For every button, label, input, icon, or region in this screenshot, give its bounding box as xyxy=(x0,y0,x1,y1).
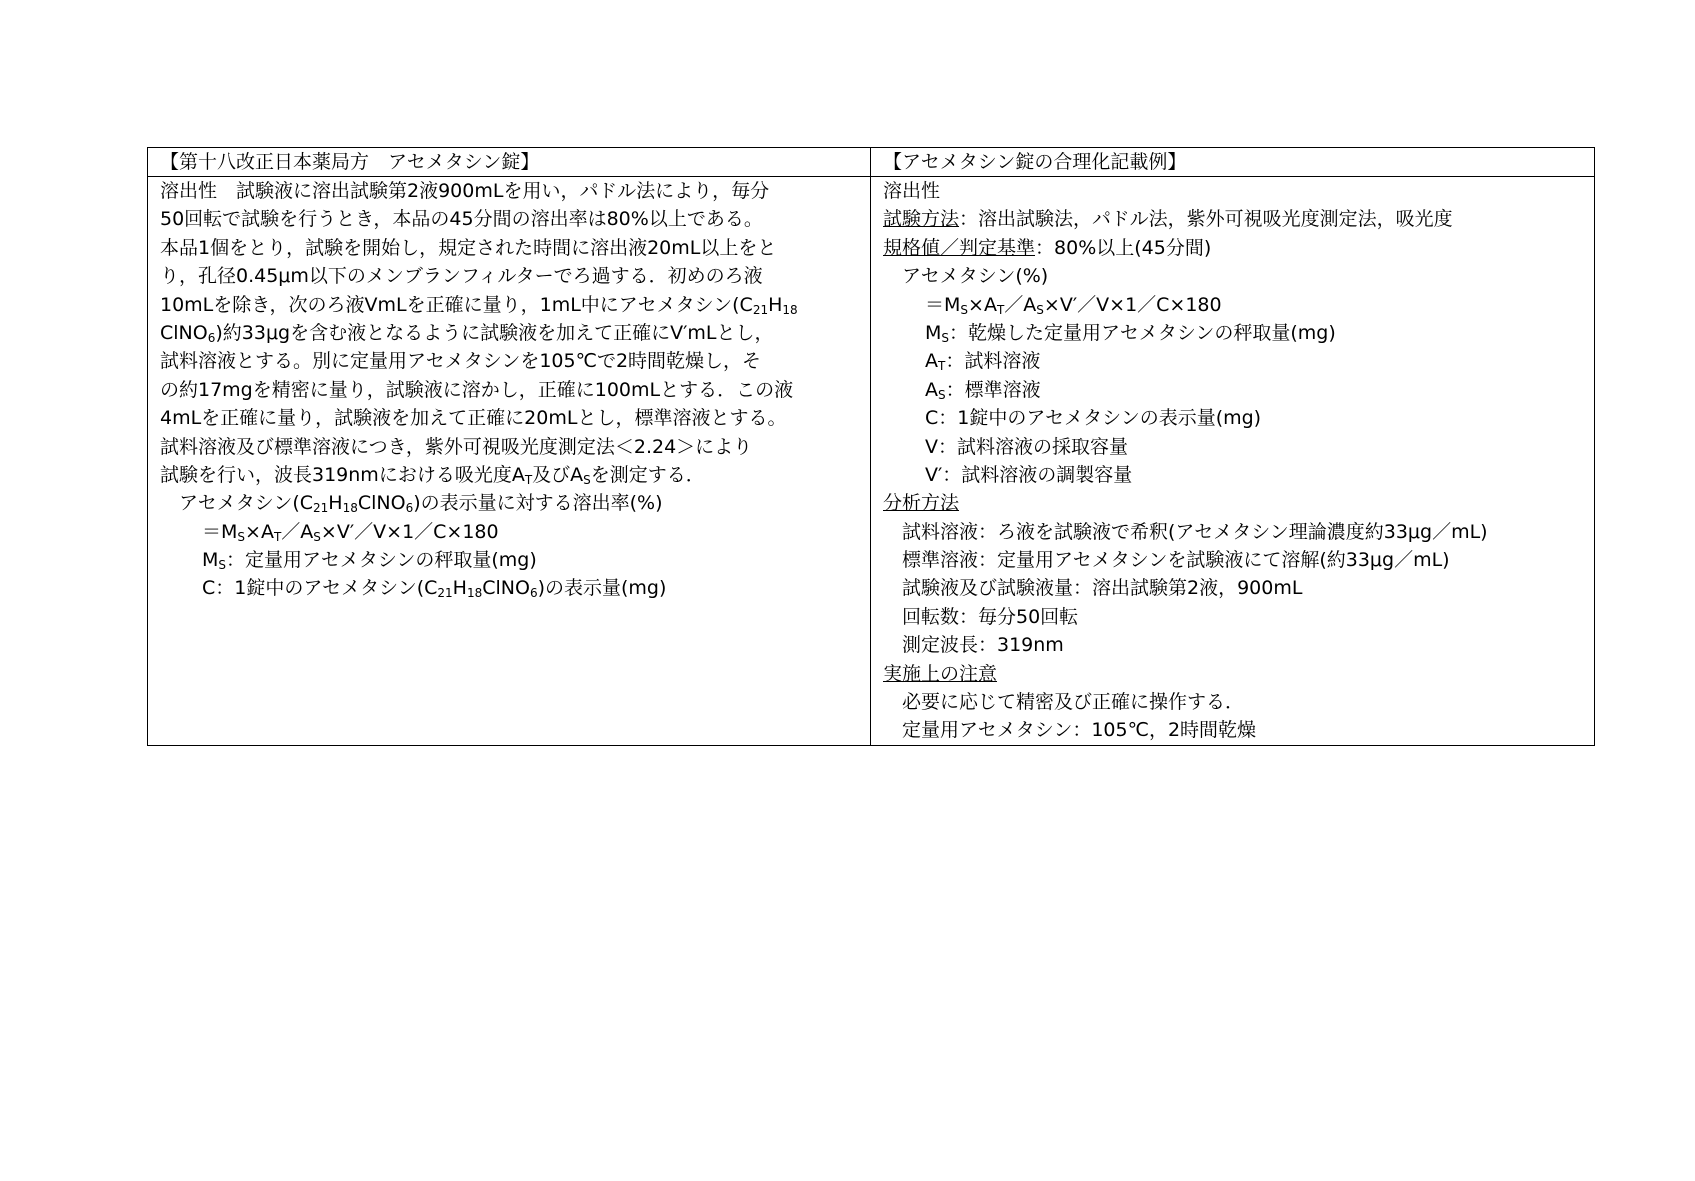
subscript: 21 xyxy=(437,586,453,601)
subscript: 21 xyxy=(752,302,769,317)
formula-term xyxy=(160,546,860,574)
left-line xyxy=(160,461,860,489)
text: H xyxy=(328,492,343,515)
subscript: S xyxy=(313,529,321,544)
text: 及びA xyxy=(532,463,584,486)
left-line: 試料溶液とする。別に定量用アセメタシンを105℃で2時間乾燥し，そ xyxy=(160,350,762,373)
subscript: 6 xyxy=(529,586,538,601)
right-line: 標準溶液：定量用アセメタシンを試験液にて溶解(約33μg／mL) xyxy=(902,549,1450,572)
text: ：乾燥した定量用アセメタシンの秤取量(mg) xyxy=(949,321,1336,344)
content-row xyxy=(148,177,1595,746)
subscript: 18 xyxy=(342,501,358,516)
header-row xyxy=(148,148,1595,177)
subscript: S xyxy=(941,330,950,345)
left-line: 試料溶液及び標準溶液につき，紫外可視吸光度測定法＜2.24＞により xyxy=(160,435,753,458)
left-content-cell xyxy=(148,177,871,746)
subscript: 18 xyxy=(782,302,798,317)
text: を測定する． xyxy=(590,463,705,486)
text: ×V′／V×1／C×180 xyxy=(1043,293,1222,316)
left-line: の約17mgを精密に量り，試験液に溶かし，正確に100mLとする．この液 xyxy=(160,378,794,401)
left-line: 50回転で試験を行うとき，本品の45分間の溶出率は80%以上である。 xyxy=(160,208,763,231)
subscript: S xyxy=(218,558,227,573)
text: A xyxy=(925,350,938,373)
subscript: T xyxy=(273,529,282,544)
text: 10mLを除き，次のろ液VmLを正確に量り，1mL中にアセメタシン(C xyxy=(160,293,753,316)
subscript: S xyxy=(938,387,946,402)
subscript: 6 xyxy=(405,501,414,516)
subscript: 21 xyxy=(313,501,329,516)
formula-term xyxy=(160,574,860,602)
text: M xyxy=(925,321,942,344)
formula xyxy=(160,518,860,546)
text: A xyxy=(925,378,938,401)
right-line: 試験液及び試験液量：溶出試験第2液，900mL xyxy=(902,577,1303,600)
text: ／A xyxy=(281,520,314,543)
right-line xyxy=(883,660,1584,688)
text: M xyxy=(202,549,219,572)
text: ：溶出試験法，パドル法，紫外可視吸光度測定法，吸光度 xyxy=(959,208,1453,231)
subscript: T xyxy=(524,472,533,487)
text: ClNO xyxy=(482,577,530,600)
subscript: 18 xyxy=(466,586,483,601)
text: )の表示量(mg) xyxy=(537,577,667,600)
left-line: 4mLを正確に量り，試験液を加えて正確に20mLとし，標準溶液とする。 xyxy=(160,407,787,430)
left-line: 溶出性 試験液に溶出試験第2液900mLを用い，パドル法により，毎分 xyxy=(160,180,770,202)
right-header-cell: 【アセメタシン錠の合理化記載例】 xyxy=(871,148,1595,177)
subscript: 6 xyxy=(207,330,216,345)
text: )約33μgを含む液となるように試験液を加えて正確にV′mLとし， xyxy=(215,321,774,344)
section-heading: 試験方法 xyxy=(883,208,960,231)
formula-term: V：試料溶液の採取容量 xyxy=(925,435,1128,458)
text: )の表示量に対する溶出率(%) xyxy=(413,492,663,515)
section-heading: 規格値／判定基準 xyxy=(883,236,1036,259)
text: ClNO xyxy=(160,321,208,344)
subscript: S xyxy=(237,529,246,544)
formula-title xyxy=(160,489,860,517)
text: H xyxy=(768,293,783,316)
text: ：定量用アセメタシンの秤取量(mg) xyxy=(226,549,537,572)
right-line: 定量用アセメタシン：105℃，2時間乾燥 xyxy=(902,719,1257,742)
subscript: T xyxy=(938,359,946,374)
right-line: アセメタシン(%) xyxy=(902,265,1049,288)
text: ：80%以上(45分間) xyxy=(1035,236,1212,259)
text: ＝M xyxy=(925,293,961,316)
right-line xyxy=(883,234,1584,262)
text: ：標準溶液 xyxy=(945,378,1041,401)
subscript: S xyxy=(1036,302,1044,317)
right-line: 回転数：毎分50回転 xyxy=(902,605,1079,628)
subscript: T xyxy=(996,302,1005,317)
right-line: 溶出性 xyxy=(883,180,941,202)
text: 試験を行い，波長319nmにおける吸光度A xyxy=(160,463,525,486)
text: ／A xyxy=(1004,293,1037,316)
right-line: 必要に応じて精密及び正確に操作する． xyxy=(902,691,1245,714)
text: C：1錠中のアセメタシン(C xyxy=(202,577,438,600)
formula xyxy=(883,291,1584,319)
formula-term xyxy=(883,376,1584,404)
subscript: S xyxy=(960,302,969,317)
text: ：試料溶液 xyxy=(945,350,1041,373)
text: ×A xyxy=(245,520,274,543)
section-heading: 実施上の注意 xyxy=(883,662,998,685)
section-heading: 分析方法 xyxy=(883,492,960,515)
left-line xyxy=(160,319,860,347)
text: ×V′／V×1／C×180 xyxy=(320,520,499,543)
formula-term: C：1錠中のアセメタシンの表示量(mg) xyxy=(925,407,1262,430)
formula-term xyxy=(883,347,1584,375)
right-line xyxy=(883,489,1584,517)
subscript: S xyxy=(583,472,591,487)
right-line: 試料溶液：ろ液を試験液で希釈(アセメタシン理論濃度約33μg／mL) xyxy=(902,520,1488,543)
text: ×A xyxy=(968,293,997,316)
text: ＝M xyxy=(202,520,238,543)
formula-term: V′：試料溶液の調製容量 xyxy=(925,463,1133,486)
text: アセメタシン(C xyxy=(179,492,314,515)
left-line: り，孔径0.45μm以下のメンブランフィルターでろ過する．初めのろ液 xyxy=(160,265,763,288)
text: ClNO xyxy=(357,492,406,515)
right-line: 測定波長：319nm xyxy=(902,634,1064,657)
left-line xyxy=(160,291,860,319)
text: H xyxy=(452,577,467,600)
left-line: 本品1個をとり，試験を開始し，規定された時間に溶出液20mL以上をと xyxy=(160,236,777,259)
left-header-cell: 【第十八改正日本薬局方 アセメタシン錠】 xyxy=(148,148,871,177)
right-line xyxy=(883,205,1584,233)
right-content-cell xyxy=(871,177,1595,746)
comparison-table xyxy=(147,147,1595,746)
formula-term xyxy=(883,319,1584,347)
